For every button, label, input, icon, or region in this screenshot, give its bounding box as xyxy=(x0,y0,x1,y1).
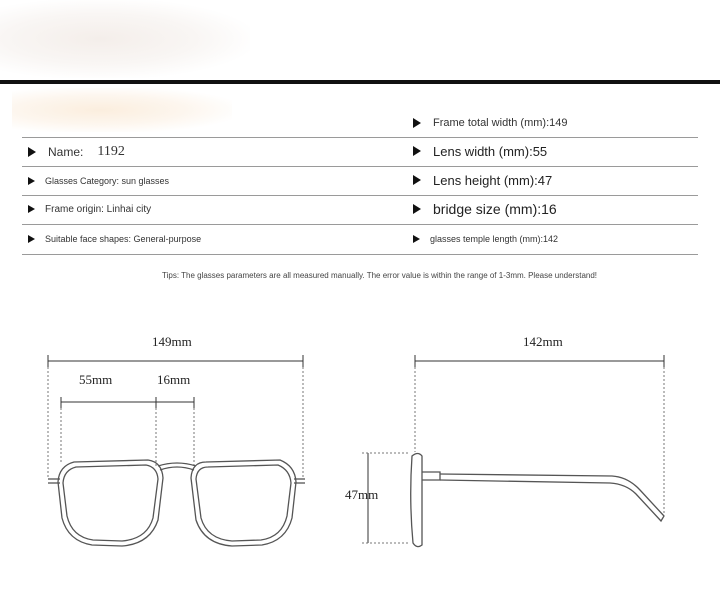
spec-lens-height: Lens height (mm):47 xyxy=(413,171,552,189)
spec-temple-length: glasses temple length (mm):142 xyxy=(413,230,558,248)
spec-bridge-size: bridge size (mm):16 xyxy=(413,200,557,218)
spec-frame-total-width: Frame total width (mm):149 xyxy=(413,114,567,132)
spec-face-shapes: Suitable face shapes: General-purpose xyxy=(28,230,201,248)
glasses-side-drawing xyxy=(411,454,664,547)
dim-label-bridge: 16mm xyxy=(157,372,191,387)
spec-lens-width: Lens width (mm):55 xyxy=(413,142,547,160)
dim-label-total-width: 149mm xyxy=(152,334,192,349)
glasses-front-drawing xyxy=(48,460,305,546)
spec-origin: Frame origin: Linhai city xyxy=(28,200,151,218)
spec-name: Name: 1192 xyxy=(28,143,125,161)
tips-note: Tips: The glasses parameters are all measured manually. The error value is within the range of 1-3mm. Please understand! xyxy=(162,271,598,280)
dim-label-temple-length: 142mm xyxy=(523,334,563,349)
dim-label-lens-width: 55mm xyxy=(79,372,113,387)
dim-label-lens-height: 47mm xyxy=(345,487,379,502)
spec-category: Glasses Category: sun glasses xyxy=(28,172,169,190)
